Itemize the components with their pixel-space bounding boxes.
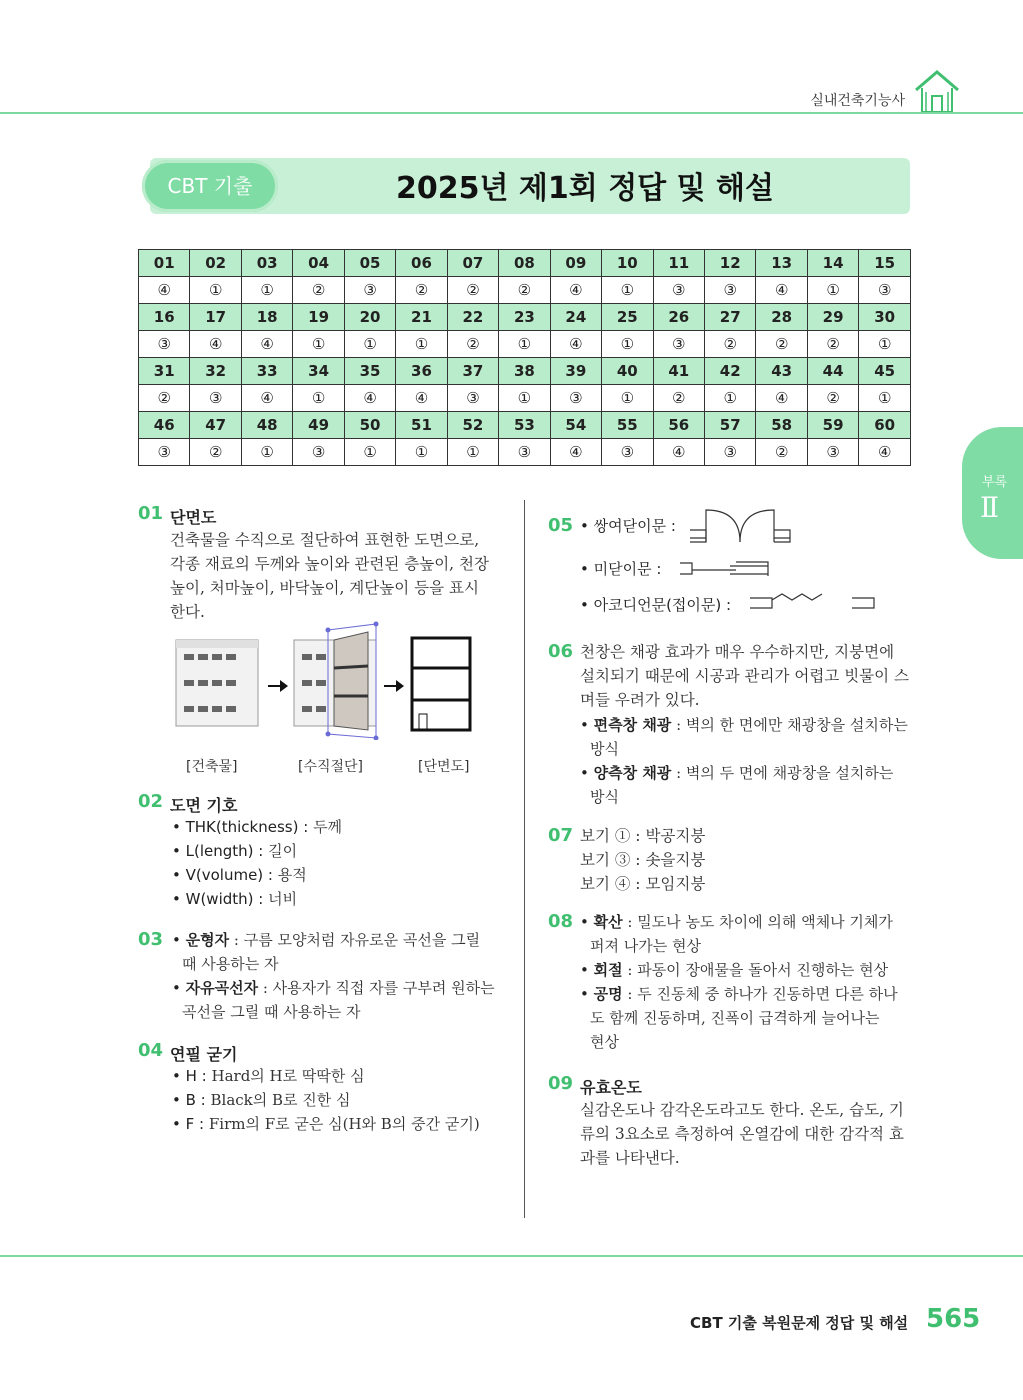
question-number-cell: 03: [241, 250, 292, 277]
question-number-cell: 05: [344, 250, 395, 277]
answer-row: [139, 439, 911, 466]
symbol-list: • THK(thickness) : 두께 • L(length) : 길이 • V(volume) : 용적 • W(width) : 너비: [172, 818, 343, 908]
section-drawing-figure: [168, 620, 478, 740]
answer-cell: ①: [293, 331, 344, 358]
cut-building-illustration: [294, 622, 379, 741]
question-number-cell: 49: [293, 412, 344, 439]
answer-cell: ③: [704, 439, 755, 466]
question-number: 07: [548, 825, 574, 846]
question-title: 단면도: [170, 508, 217, 527]
answer-cell: ④: [859, 439, 911, 466]
door-item-double: • 쌍여닫이문 :: [580, 517, 676, 535]
question-number: 02: [138, 791, 164, 812]
question-number-cell: 07: [447, 250, 498, 277]
question-number-cell: 48: [241, 412, 292, 439]
answer-cell: ①: [293, 385, 344, 412]
question-number: 03: [138, 929, 164, 950]
question-number-cell: 35: [344, 358, 395, 385]
question-number-cell: 21: [396, 304, 447, 331]
answer-cell: ③: [550, 385, 601, 412]
question-number-cell: 37: [447, 358, 498, 385]
door-symbols: [680, 500, 890, 620]
answer-cell: ②: [190, 439, 241, 466]
question-number-cell: 13: [756, 250, 807, 277]
question-number-cell: 19: [293, 304, 344, 331]
question-number-cell: 53: [499, 412, 550, 439]
question-title: 도면 기호: [170, 796, 238, 815]
answer-table: [138, 249, 911, 466]
question-number-cell: 38: [499, 358, 550, 385]
answer-cell: ②: [447, 331, 498, 358]
question-number-cell: 47: [190, 412, 241, 439]
question-number-cell: 01: [139, 250, 190, 277]
question-number-cell: 43: [756, 358, 807, 385]
answer-cell: ①: [859, 331, 911, 358]
answer-cell: ②: [756, 331, 807, 358]
answer-cell: ①: [190, 277, 241, 304]
question-number: 06: [548, 641, 574, 662]
question-number-cell: 45: [859, 358, 911, 385]
physics-list: • 확산 : 밀도나 농도 차이에 의해 액체나 기체가 퍼져 나가는 현상 • 회절 : 파동이 장애물을 돌아서 진행하는 현상 • 공명 : 두 진동체 중 하나가 진동하면 다른 하나 도 함께 진동하며, 진폭이 급격하게 늘어나는 현상: [580, 913, 898, 1051]
question-number-cell: 31: [139, 358, 190, 385]
answer-cell: ③: [293, 439, 344, 466]
question-number-cell: 28: [756, 304, 807, 331]
question-number-cell: 51: [396, 412, 447, 439]
answer-cell: ④: [344, 385, 395, 412]
question-number-cell: 39: [550, 358, 601, 385]
question-number: 04: [138, 1040, 164, 1061]
explanation-text: 건축물을 수직으로 절단하여 표현한 도면으로, 각종 재료의 두께와 높이와 관련된 층높이, 천장 높이, 처마높이, 바닥높이, 계단높이 등을 표시 한다.: [170, 531, 489, 621]
answer-cell: ①: [807, 277, 858, 304]
question-number-cell: 26: [653, 304, 704, 331]
appendix-tab[interactable]: [962, 427, 1023, 559]
answer-cell: ①: [344, 331, 395, 358]
cbt-badge: CBT 기출: [142, 160, 278, 212]
column-divider: [524, 500, 525, 1218]
answer-cell: ③: [344, 277, 395, 304]
question-number-cell: 33: [241, 358, 292, 385]
question-number-cell: 46: [139, 412, 190, 439]
question-number-row: [139, 304, 911, 331]
question-number-cell: 41: [653, 358, 704, 385]
question-number-cell: 12: [704, 250, 755, 277]
question-number-cell: 60: [859, 412, 911, 439]
question-number-cell: 40: [602, 358, 653, 385]
answer-cell: ②: [499, 277, 550, 304]
answer-cell: ③: [653, 277, 704, 304]
answer-cell: ③: [653, 331, 704, 358]
question-title: 연필 굳기: [170, 1045, 238, 1064]
answer-cell: ①: [602, 331, 653, 358]
answer-cell: ①: [602, 277, 653, 304]
question-number-cell: 17: [190, 304, 241, 331]
answer-cell: ①: [704, 385, 755, 412]
answer-cell: ①: [499, 331, 550, 358]
answer-cell: ①: [241, 439, 292, 466]
question-number-cell: 44: [807, 358, 858, 385]
caption-building: [건축물]: [186, 759, 238, 775]
pencil-grade-list: • H : Hard의 H로 딱딱한 심 • B : Black의 B로 진한 심 • F : Firm의 F로 굳은 심(H와 B의 중간 굳기): [172, 1067, 480, 1133]
answer-cell: ①: [396, 439, 447, 466]
question-number-cell: 14: [807, 250, 858, 277]
question-title: 유효온도: [580, 1078, 642, 1097]
question-number-cell: 10: [602, 250, 653, 277]
question-number-cell: 15: [859, 250, 911, 277]
answer-cell: ②: [704, 331, 755, 358]
answer-cell: ②: [396, 277, 447, 304]
answer-cell: ④: [550, 439, 601, 466]
answer-cell: ①: [602, 385, 653, 412]
appendix-tab-label: 부록: [982, 475, 1008, 490]
question-number: 08: [548, 911, 574, 932]
question-number-cell: 52: [447, 412, 498, 439]
question-number: 01: [138, 503, 164, 524]
question-number-cell: 32: [190, 358, 241, 385]
answer-cell: ④: [241, 385, 292, 412]
question-number-cell: 54: [550, 412, 601, 439]
answer-cell: ②: [293, 277, 344, 304]
answer-cell: ④: [550, 331, 601, 358]
answer-cell: ①: [499, 385, 550, 412]
house-icon: [912, 68, 962, 114]
question-number-cell: 56: [653, 412, 704, 439]
question-number-cell: 06: [396, 250, 447, 277]
answer-cell: ②: [807, 385, 858, 412]
answer-cell: ④: [550, 277, 601, 304]
answer-cell: ③: [499, 439, 550, 466]
question-number-cell: 57: [704, 412, 755, 439]
answer-row: [139, 385, 911, 412]
question-number-cell: 16: [139, 304, 190, 331]
question-number-row: [139, 250, 911, 277]
answer-cell: ①: [447, 439, 498, 466]
answer-cell: ②: [807, 331, 858, 358]
question-number-cell: 30: [859, 304, 911, 331]
answer-cell: ③: [859, 277, 911, 304]
question-number-row: [139, 358, 911, 385]
answer-cell: ②: [653, 385, 704, 412]
footer-rule: [0, 1255, 1023, 1257]
daylight-list: • 편측창 채광 : 벽의 한 면에만 채광창을 설치하는 방식 • 양측창 채광 : 벽의 두 면에 채광창을 설치하는 방식: [580, 716, 908, 806]
question-number-cell: 27: [704, 304, 755, 331]
question-number-cell: 08: [499, 250, 550, 277]
answer-cell: ④: [653, 439, 704, 466]
answer-cell: ②: [447, 277, 498, 304]
question-number-row: [139, 412, 911, 439]
answer-cell: ②: [139, 385, 190, 412]
page-number: 565: [926, 1304, 981, 1334]
question-number-cell: 29: [807, 304, 858, 331]
book-title: 실내건축기능사: [810, 93, 905, 109]
caption-section: [단면도]: [418, 759, 470, 775]
answer-cell: ③: [807, 439, 858, 466]
question-number-cell: 58: [756, 412, 807, 439]
answer-cell: ④: [139, 277, 190, 304]
header-rule: [0, 112, 1023, 114]
question-number-cell: 02: [190, 250, 241, 277]
question-number-cell: 50: [344, 412, 395, 439]
answer-cell: ③: [704, 277, 755, 304]
answer-cell: ④: [396, 385, 447, 412]
answer-row: [139, 331, 911, 358]
answer-cell: ④: [756, 385, 807, 412]
answer-cell: ①: [241, 277, 292, 304]
answer-cell: ①: [344, 439, 395, 466]
footer-title: CBT 기출 복원문제 정답 및 해설: [690, 1314, 909, 1332]
question-number-cell: 18: [241, 304, 292, 331]
answer-cell: ④: [241, 331, 292, 358]
answer-cell: ③: [190, 385, 241, 412]
section-view-illustration: [412, 638, 470, 730]
question-number-cell: 24: [550, 304, 601, 331]
door-item-sliding: • 미닫이문 :: [580, 560, 662, 578]
building-illustration: [176, 640, 258, 726]
roof-list: 보기 ① : 박공지붕 보기 ③ : 솟을지붕 보기 ④ : 모임지붕: [580, 827, 706, 893]
answer-cell: ④: [756, 277, 807, 304]
answer-cell: ③: [447, 385, 498, 412]
question-number-cell: 23: [499, 304, 550, 331]
arrow-icon: [384, 680, 404, 692]
answer-cell: ④: [190, 331, 241, 358]
arrow-icon: [268, 680, 288, 692]
answer-cell: ③: [139, 439, 190, 466]
explanation-text: 실감온도나 감각온도라고도 한다. 온도, 습도, 기 류의 3요소로 측정하여 온열감에 대한 감각적 효 과를 나타낸다.: [580, 1101, 904, 1167]
answer-row: [139, 277, 911, 304]
answer-cell: ③: [139, 331, 190, 358]
question-number-cell: 42: [704, 358, 755, 385]
door-item-accordion: • 아코디언문(접이문) :: [580, 596, 732, 614]
question-number: 09: [548, 1073, 574, 1094]
question-number-cell: 09: [550, 250, 601, 277]
question-number: 05: [548, 515, 574, 536]
question-number-cell: 04: [293, 250, 344, 277]
question-number-cell: 25: [602, 304, 653, 331]
answer-cell: ③: [602, 439, 653, 466]
question-number-cell: 22: [447, 304, 498, 331]
answer-cell: ①: [859, 385, 911, 412]
question-number-cell: 55: [602, 412, 653, 439]
question-number-cell: 34: [293, 358, 344, 385]
question-number-cell: 11: [653, 250, 704, 277]
ruler-list: • 운형자 : 구름 모양처럼 자유로운 곡선을 그릴 때 사용하는 자 • 자유곡선자 : 사용자가 직접 자를 구부려 원하는 곡선을 그릴 때 사용하는 자: [172, 931, 495, 1021]
explanation-text: 천창은 채광 효과가 매우 우수하지만, 지붕면에 설치되기 때문에 시공과 관리가 어렵고 빗물이 스 며들 우려가 있다.: [580, 643, 910, 709]
question-number-cell: 20: [344, 304, 395, 331]
page-title: 2025년 제1회 정답 및 해설: [396, 171, 774, 206]
answer-cell: ①: [396, 331, 447, 358]
appendix-tab-numeral: Ⅱ: [980, 491, 1000, 524]
answer-cell: ②: [756, 439, 807, 466]
question-number-cell: 59: [807, 412, 858, 439]
caption-vertical-cut: [수직절단]: [298, 759, 364, 775]
question-number-cell: 36: [396, 358, 447, 385]
